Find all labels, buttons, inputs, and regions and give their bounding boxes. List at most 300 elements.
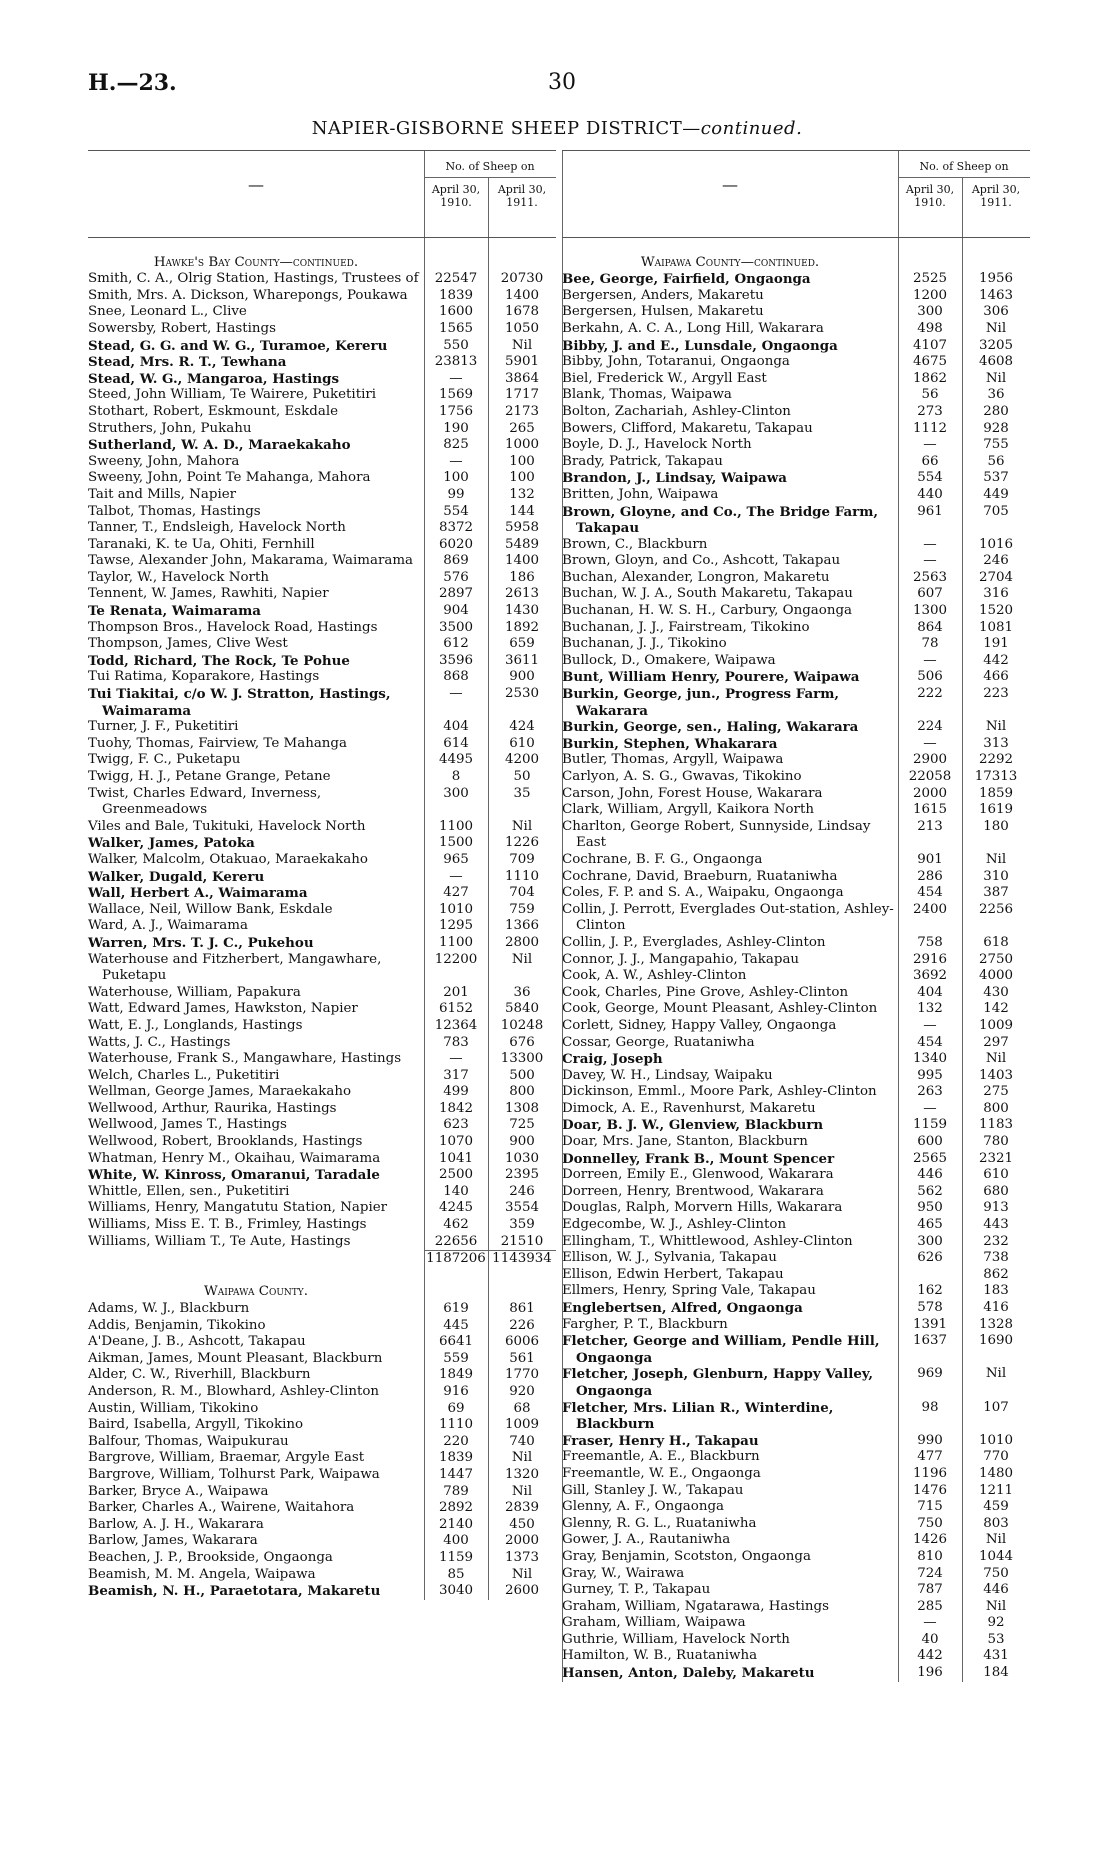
sheep-1910: 98	[921, 1399, 939, 1415]
table-row	[88, 1484, 556, 1501]
owner-name: Brown, Gloyn, and Co., Ashcott, Takapau	[562, 553, 841, 569]
owner-name: Freemantle, A. E., Blackburn	[562, 1449, 760, 1465]
owner-name: Glenny, A. F., Ongaonga	[562, 1499, 725, 1515]
sheep-1911: 2750	[978, 951, 1014, 967]
owner-name: Ellison, W. J., Sylvania, Takapau	[562, 1250, 777, 1266]
sheep-1911: 2173	[504, 403, 540, 419]
sheep-1910: 995	[917, 1067, 943, 1083]
owner-name: Thompson, James, Clive West	[88, 636, 288, 652]
owner-name: Adams, W. J., Blackburn	[88, 1301, 250, 1316]
table-row	[88, 586, 556, 603]
table-row	[562, 470, 1030, 487]
sheep-1911: 446	[983, 1582, 1009, 1598]
sheep-1911: 35	[513, 785, 531, 801]
sheep-1911: 800	[509, 1084, 535, 1100]
table-row	[88, 736, 556, 753]
owner-name: Buchanan, J. J., Tikokino	[562, 636, 727, 652]
sheep-1910: 578	[917, 1300, 943, 1315]
table-row	[88, 454, 556, 471]
sheep-1911: 1016	[978, 536, 1014, 552]
sheep-1911: 2704	[978, 569, 1014, 585]
owner-name: A'Deane, J. B., Ashcott, Takapau	[88, 1334, 306, 1350]
sheep-1910: 285	[917, 1598, 943, 1614]
sheep-1911: 20730	[500, 271, 544, 287]
sheep-1910: 2565	[912, 1150, 948, 1166]
sheep-1910: 969	[917, 1366, 943, 1382]
owner-name: Connor, J. J., Mangapahio, Takapau	[562, 951, 800, 967]
owner-name: Carlyon, A. S. G., Gwavas, Tikokino	[562, 769, 802, 784]
owner-name: Tawse, Alexander John, Makarama, Waimarama	[88, 553, 414, 569]
sheep-1910: 506	[917, 669, 943, 685]
table-row	[88, 338, 556, 355]
sheep-1910: 132	[917, 1001, 943, 1017]
owner-name: Donnelley, Frank B., Mount Spencer	[562, 1150, 835, 1167]
left-rows	[88, 238, 556, 1600]
district-title-suffix: continued.	[700, 118, 803, 139]
sheep-1911: Nil	[511, 1450, 533, 1466]
sheep-1910: 445	[443, 1317, 469, 1333]
sheep-1911: 6006	[504, 1334, 540, 1350]
year-1910-header: April 30, 1910.	[431, 183, 481, 209]
owner-name: Twigg, H. J., Petane Grange, Petane	[88, 769, 331, 784]
owner-name: Smith, Mrs. A. Dickson, Wharepongs, Poukawa	[88, 287, 408, 303]
table-row	[562, 620, 1030, 637]
owner-name: Smith, C. A., Olrig Station, Hastings, Trustees of	[88, 271, 419, 287]
sheep-1910: 454	[917, 1034, 943, 1050]
sheep-1911: 928	[983, 420, 1009, 436]
sheep-1911: 4608	[978, 354, 1014, 370]
owner-name: Fletcher, Mrs. Lilian R., Winterdine, Blackburn	[562, 1399, 834, 1433]
table-row	[88, 1367, 556, 1384]
owner-name: Barlow, James, Wakarara	[88, 1533, 258, 1549]
owner-name: Gray, Benjamin, Scotston, Ongaonga	[562, 1548, 811, 1564]
table-row	[88, 387, 556, 404]
owner-name: Watt, Edward James, Hawkston, Napier	[88, 1001, 358, 1017]
sheep-1911: 725	[509, 1117, 535, 1133]
owner-name: Bibby, J. and E., Lunsdale, Ongaonga	[562, 337, 838, 354]
owner-name: Tennent, W. James, Rawhiti, Napier	[88, 586, 329, 602]
sheep-1910: 2500	[438, 1167, 474, 1183]
right-column	[562, 150, 1030, 1682]
owner-name: Gower, J. A., Rautaniwha	[562, 1532, 731, 1548]
spacer-row	[88, 1268, 556, 1285]
table-row	[562, 968, 1030, 985]
sheep-1910: 40	[921, 1631, 939, 1647]
owner-name: Cochrane, David, Braeburn, Ruataniwha	[562, 868, 838, 884]
owner-name: Buchanan, J. J., Fairstream, Tikokino	[562, 619, 810, 635]
table-row	[88, 935, 556, 952]
sheep-1911: Nil	[985, 370, 1007, 386]
table-row	[88, 1351, 556, 1368]
sheep-1911: 900	[509, 669, 535, 685]
owner-name: Struthers, John, Pukahu	[88, 420, 252, 436]
owner-name: Bunt, William Henry, Pourere, Waipawa	[562, 669, 860, 686]
sheep-1911: 184	[983, 1665, 1009, 1681]
sheep-1910: 4675	[912, 354, 948, 370]
table-row	[562, 553, 1030, 570]
sheep-1910: 623	[443, 1117, 469, 1133]
owner-name: Bergersen, Anders, Makaretu	[562, 287, 764, 303]
owner-name: Warren, Mrs. T. J. C., Pukehou	[88, 934, 314, 951]
owner-name: Stead, W. G., Mangaroa, Hastings	[88, 370, 339, 387]
owner-name: Bullock, D., Omakere, Waipawa	[562, 652, 776, 668]
sheep-1910: 465	[917, 1217, 943, 1233]
sheep-1911: 4200	[504, 752, 540, 768]
sheep-1910: 12200	[434, 951, 478, 967]
owner-name: Graham, William, Waipawa	[562, 1615, 746, 1631]
owner-name: Ellison, Edwin Herbert, Takapau	[562, 1266, 784, 1282]
right-column-header	[562, 150, 1030, 238]
sheep-1911: 297	[983, 1034, 1009, 1050]
sheep-1911: 1110	[504, 868, 540, 884]
owner-name: Wellwood, Arthur, Raurika, Hastings	[88, 1100, 337, 1116]
sheep-1911: 1400	[504, 553, 540, 569]
sheep-1911: 705	[983, 503, 1009, 519]
owner-name: Dorreen, Emily E., Glenwood, Wakarara	[562, 1167, 834, 1183]
table-row	[88, 653, 556, 670]
table-row	[88, 1217, 556, 1234]
table-row	[88, 1434, 556, 1451]
table-row	[88, 520, 556, 537]
owner-name: Sutherland, W. A. D., Maraekakaho	[88, 437, 351, 454]
owner-name: Berkahn, A. C. A., Long Hill, Wakarara	[562, 320, 824, 336]
owner-name: Corlett, Sidney, Happy Valley, Ongaonga	[562, 1017, 837, 1033]
sheep-1911: Nil	[985, 1366, 1007, 1382]
sheep-1910: 213	[917, 818, 943, 834]
sheep-1910: 462	[443, 1217, 469, 1233]
sheep-1910: 404	[443, 719, 469, 735]
owner-name: Watts, J. C., Hastings	[88, 1034, 231, 1050]
sheep-1910: 498	[917, 320, 943, 336]
owner-name: Te Renata, Waimarama	[88, 603, 261, 620]
owner-name: Sweeny, John, Mahora	[88, 453, 240, 469]
table-row	[88, 321, 556, 338]
sheep-1910: 162	[917, 1283, 943, 1299]
sheep-1911: 459	[983, 1499, 1009, 1515]
sheep-1911: 2292	[978, 752, 1014, 768]
table-row	[88, 1318, 556, 1335]
sheep-1910: —	[449, 370, 463, 386]
owner-name: Barker, Bryce A., Waipawa	[88, 1483, 269, 1499]
table-row	[562, 1167, 1030, 1184]
year-1911-header: April 30, 1911.	[971, 183, 1021, 209]
table-row	[88, 404, 556, 421]
sheep-1910: 499	[443, 1084, 469, 1100]
sheep-1910: 787	[917, 1582, 943, 1598]
owner-name: Glenny, R. G. L., Ruataniwha	[562, 1515, 757, 1531]
column-rule	[962, 238, 963, 1682]
sheep-1911: 36	[513, 984, 531, 1000]
owner-name: Steed, John William, Te Wairere, Puketitiri	[88, 387, 377, 403]
table-row	[562, 586, 1030, 603]
owner-name: Burkin, Stephen, Whakarara	[562, 735, 778, 752]
sheep-1910: 1391	[912, 1316, 948, 1332]
table-row	[562, 869, 1030, 886]
sheep-1910: 554	[443, 503, 469, 519]
table-row	[562, 1234, 1030, 1251]
header-dash: —	[248, 175, 264, 194]
sheep-1910: 612	[443, 636, 469, 652]
sheep-1910: 1100	[438, 934, 474, 950]
sheep-1911: 1009	[504, 1417, 540, 1433]
owner-name: Fargher, P. T., Blackburn	[562, 1316, 728, 1332]
sheep-1911: 430	[983, 984, 1009, 1000]
sheep-1910: 22547	[434, 271, 478, 287]
table-row	[562, 852, 1030, 869]
sheep-1910: 1112	[912, 420, 948, 436]
sheep-1911: 316	[983, 586, 1009, 602]
sheep-1911: Nil	[511, 337, 533, 353]
sheep-1911: 561	[509, 1350, 535, 1366]
owner-name: Fletcher, Joseph, Glenburn, Happy Valley, Ongaonga	[562, 1366, 874, 1399]
sheep-1911: 2839	[504, 1500, 540, 1516]
sheep-1910: 715	[917, 1499, 943, 1515]
owner-name: Butler, Thomas, Argyll, Waipawa	[562, 752, 784, 768]
table-row	[562, 404, 1030, 421]
county-heading-label: Hawke's Bay County—continued.	[153, 254, 359, 270]
sheep-1911: 443	[983, 1217, 1009, 1233]
sheep-1910: 300	[443, 785, 469, 801]
table-row	[562, 1433, 1030, 1450]
sheep-1911: 2613	[504, 586, 540, 602]
sheep-1910: —	[449, 686, 463, 702]
sheep-1911: Nil	[511, 818, 533, 834]
sheep-1911: 1000	[504, 437, 540, 453]
sheep-1910: 1010	[438, 901, 474, 917]
sheep-1910: 1200	[912, 287, 948, 303]
sheep-1910: 273	[917, 403, 943, 419]
table-row	[562, 487, 1030, 504]
sheep-1910: 619	[443, 1301, 469, 1316]
sheep-1910: —	[449, 868, 463, 884]
sheep-1910: 2000	[912, 785, 948, 801]
table-row	[562, 819, 1030, 852]
sheep-1910: 1569	[438, 387, 474, 403]
owner-name: Tanner, T., Endsleigh, Havelock North	[88, 520, 346, 536]
owner-name: Welch, Charles L., Puketitiri	[88, 1067, 280, 1083]
sheep-1910: 1100	[438, 818, 474, 834]
sheep-1910: 1196	[912, 1465, 948, 1481]
sheep-1911: 1010	[978, 1432, 1014, 1448]
owner-name: Todd, Richard, The Rock, Te Pohue	[88, 652, 350, 669]
year-1910-header: April 30, 1910.	[905, 183, 955, 209]
owner-name: Guthrie, William, Havelock North	[562, 1631, 790, 1647]
sheep-1910: 2900	[912, 752, 948, 768]
table-row	[88, 603, 556, 620]
sheep-1910: 965	[443, 851, 469, 867]
sheep-1910: 1839	[438, 287, 474, 303]
table-row	[88, 1450, 556, 1467]
table-row	[562, 1549, 1030, 1566]
sheep-1910: 22058	[908, 769, 952, 784]
table-row	[562, 271, 1030, 288]
spacer-row	[88, 238, 556, 255]
sheep-1911: 1430	[504, 603, 540, 619]
owner-name: Cook, A. W., Ashley-Clinton	[562, 968, 747, 984]
sheep-1910: 300	[917, 1233, 943, 1249]
table-row	[562, 371, 1030, 388]
owner-name: Englebertsen, Alfred, Ongaonga	[562, 1300, 803, 1316]
sheep-1910: 1426	[912, 1532, 948, 1548]
sheep-1910: 2563	[912, 569, 948, 585]
owner-name: Anderson, R. M., Blowhard, Ashley-Clinton	[88, 1383, 380, 1399]
table-row	[562, 885, 1030, 902]
sheep-1910: —	[923, 437, 937, 453]
table-row	[562, 1300, 1030, 1317]
owner-name: Twist, Charles Edward, Inverness, Greenmeadows	[88, 785, 322, 818]
sheep-1910: 724	[917, 1565, 943, 1581]
owner-name: Gray, W., Wairawa	[562, 1565, 685, 1581]
sheep-1910: 100	[443, 470, 469, 486]
sheep-1911: 3864	[504, 370, 540, 386]
sheep-1910: —	[923, 1100, 937, 1116]
table-row	[562, 1151, 1030, 1168]
sheep-1911: 1400	[504, 287, 540, 303]
owner-name: Baird, Isabella, Argyll, Tikokino	[88, 1417, 304, 1433]
sheep-1911: 144	[509, 503, 535, 519]
table-row	[88, 1101, 556, 1118]
sheep-1911: 466	[983, 669, 1009, 685]
owner-name: Stead, G. G. and W. G., Turamoe, Kereru	[88, 337, 388, 354]
sheep-1911: 280	[983, 403, 1009, 419]
owner-name: Coles, F. P. and S. A., Waipaku, Ongaonga	[562, 885, 844, 901]
table-row	[88, 985, 556, 1002]
sheep-1910: 22656	[434, 1233, 478, 1249]
sheep-1911: 449	[983, 486, 1009, 502]
sheep-1911: 2321	[978, 1150, 1014, 1166]
table-row	[562, 1035, 1030, 1052]
sheep-1910: 1159	[438, 1549, 474, 1565]
sheep-1910: 66	[921, 453, 939, 469]
sheep-1911: 306	[983, 304, 1009, 320]
sheep-1910: 607	[917, 586, 943, 602]
owner-name: Wall, Herbert A., Waimarama	[88, 885, 308, 902]
table-row	[562, 1566, 1030, 1583]
owner-name: Tait and Mills, Napier	[88, 486, 237, 502]
table-row	[88, 1018, 556, 1035]
table-row	[88, 1001, 556, 1018]
sheep-1911: 36	[987, 387, 1005, 403]
sheep-1911: 659	[509, 636, 535, 652]
table-row	[562, 636, 1030, 653]
sheep-1910: 904	[443, 603, 469, 619]
table-row	[562, 752, 1030, 769]
sheep-1911: 1373	[504, 1549, 540, 1565]
owner-name: Brown, C., Blackburn	[562, 536, 708, 552]
sheep-1911: 3554	[504, 1200, 540, 1216]
sheep-1911: 750	[983, 1565, 1009, 1581]
left-column	[88, 150, 556, 1600]
sheep-1910: 56	[921, 387, 939, 403]
sheep-1910: 1300	[912, 603, 948, 619]
owner-name: Walker, James, Patoka	[88, 835, 255, 852]
sheep-1911: 416	[983, 1300, 1009, 1315]
sheep-1911: 900	[509, 1134, 535, 1150]
owner-name: Sowersby, Robert, Hastings	[88, 320, 276, 336]
sheep-1910: 990	[917, 1432, 943, 1448]
table-row	[562, 1001, 1030, 1018]
sheep-1910: 2140	[438, 1516, 474, 1532]
sheep-1910: 950	[917, 1200, 943, 1216]
owner-name: Gurney, T. P., Takapau	[562, 1582, 711, 1598]
sheep-1910: 477	[917, 1449, 943, 1465]
table-row	[88, 1550, 556, 1567]
sheep-1910: 1842	[438, 1100, 474, 1116]
owner-name: Waterhouse, Frank S., Mangawhare, Hastings	[88, 1051, 402, 1067]
table-row	[88, 1384, 556, 1401]
column-rule	[488, 238, 489, 1600]
sheep-1910: 758	[917, 934, 943, 950]
sheep-1910: 600	[917, 1134, 943, 1150]
sheep-1910: 825	[443, 437, 469, 453]
table-row	[88, 620, 556, 637]
sheep-1910: 23813	[434, 354, 478, 370]
sheep-1911: 1520	[978, 603, 1014, 619]
table-row	[88, 1167, 556, 1184]
sheep-1911: 21510	[500, 1233, 544, 1249]
sheep-1911: 618	[983, 934, 1009, 950]
sheep-1911: 1770	[504, 1367, 540, 1383]
table-row	[562, 1018, 1030, 1035]
sheep-1911: Nil	[511, 951, 533, 967]
owner-name: Stead, Mrs. R. T., Tewhana	[88, 354, 287, 371]
sheep-1911: 68	[513, 1400, 531, 1416]
sheep-1910: 99	[447, 486, 465, 502]
table-row	[562, 1084, 1030, 1101]
table-row	[562, 902, 1030, 935]
owner-name: Tui Ratima, Koparakore, Hastings	[88, 669, 320, 685]
table-row	[562, 786, 1030, 803]
sheep-1910: 404	[917, 984, 943, 1000]
sheep-1910: 1637	[912, 1333, 948, 1349]
sheep-1911: 1211	[978, 1482, 1014, 1498]
owner-name: Collin, J. Perrott, Everglades Out-station, Ashley-Clinton	[562, 901, 894, 934]
table-row	[88, 487, 556, 504]
sheep-1910: 286	[917, 868, 943, 884]
table-row	[562, 719, 1030, 736]
sheep-1911: 704	[509, 885, 535, 901]
owner-name: Williams, Miss E. T. B., Frimley, Hastings	[88, 1217, 367, 1233]
sheep-1911: Nil	[511, 1566, 533, 1582]
table-row	[562, 304, 1030, 321]
sheep-1910: 1295	[438, 918, 474, 934]
sheep-1911: Nil	[985, 320, 1007, 336]
sheep-1910: 220	[443, 1433, 469, 1449]
sheep-1911: 1619	[978, 802, 1014, 818]
sheep-1911: Nil	[985, 1532, 1007, 1548]
table-row	[88, 1583, 556, 1600]
owner-name: Bargrove, William, Tolhurst Park, Waipawa	[88, 1466, 380, 1482]
sheep-1910: 3596	[438, 652, 474, 668]
sheep-1911: 1403	[978, 1067, 1014, 1083]
sheep-1910: 454	[917, 885, 943, 901]
sheep-1911: 1320	[504, 1466, 540, 1482]
sheep-1910: 869	[443, 553, 469, 569]
owner-name: Watt, E. J., Longlands, Hastings	[88, 1017, 303, 1033]
sheep-1910: 1839	[438, 1450, 474, 1466]
sheep-1911: 13300	[500, 1051, 544, 1067]
sheep-1911: 2600	[504, 1583, 540, 1599]
report-code: H.—23.	[88, 70, 177, 96]
sheep-1911: 5958	[504, 520, 540, 536]
county-heading-label: Waipawa County.	[203, 1284, 309, 1300]
owner-name: Burkin, George, jun., Progress Farm, Wakarara	[562, 686, 840, 719]
sheep-1911: 755	[983, 437, 1009, 453]
table-row	[88, 271, 556, 288]
sheep-1910: 446	[917, 1167, 943, 1183]
sheep-1910: 750	[917, 1515, 943, 1531]
owner-name: Wallace, Neil, Willow Bank, Eskdale	[88, 901, 333, 917]
